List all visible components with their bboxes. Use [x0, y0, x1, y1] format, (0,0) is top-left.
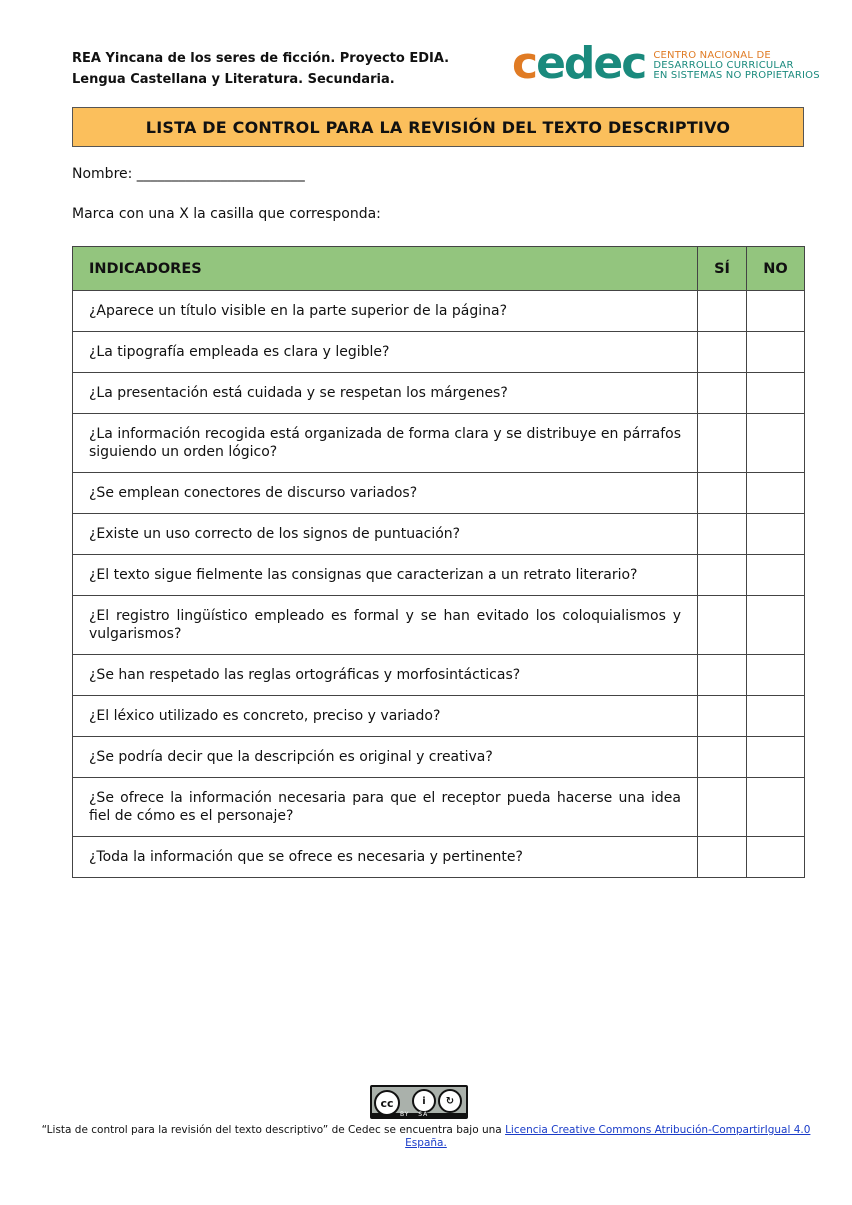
indicator-text: ¿Toda la información que se ofrece es necesaria y pertinente?	[73, 837, 698, 878]
indicator-text: ¿La presentación está cuidada y se respetan los márgenes?	[73, 373, 698, 414]
checkbox-si[interactable]	[698, 373, 747, 414]
checkbox-no[interactable]	[747, 778, 805, 837]
indicator-text: ¿Se podría decir que la descripción es original y creativa?	[73, 737, 698, 778]
checkbox-si[interactable]	[698, 291, 747, 332]
indicator-text: ¿Se emplean conectores de discurso variados?	[73, 473, 698, 514]
table-row	[73, 373, 805, 414]
checkbox-no[interactable]	[747, 596, 805, 655]
cc-terms-label: BY SA	[400, 1111, 429, 1118]
name-field-line: Nombre: ________________________	[72, 166, 305, 182]
table-row	[73, 696, 805, 737]
checkbox-no[interactable]	[747, 696, 805, 737]
indicator-text: ¿Se ofrece la información necesaria para que el receptor pueda hacerse una idea fiel de cómo es el personaje?	[73, 778, 698, 837]
share-alike-icon: ↻	[438, 1089, 462, 1113]
attribution-icon: i	[412, 1089, 436, 1113]
checkbox-si[interactable]	[698, 696, 747, 737]
header-no: NO	[747, 247, 805, 291]
table-row	[73, 291, 805, 332]
logo-wordmark: cedec	[512, 38, 646, 89]
checkbox-no[interactable]	[747, 291, 805, 332]
table-row	[73, 737, 805, 778]
header-project-line: REA Yincana de los seres de ficción. Proyecto EDIA.	[72, 51, 450, 66]
checkbox-no[interactable]	[747, 514, 805, 555]
checkbox-si[interactable]	[698, 514, 747, 555]
table-row	[73, 514, 805, 555]
checkbox-si[interactable]	[698, 596, 747, 655]
instruction-text: Marca con una X la casilla que corresponda:	[72, 206, 381, 222]
table-row	[73, 555, 805, 596]
checkbox-si[interactable]	[698, 837, 747, 878]
indicator-text: ¿Existe un uso correcto de los signos de puntuación?	[73, 514, 698, 555]
indicator-text: ¿El registro lingüístico empleado es formal y se han evitado los coloquialismos y vulgarismos?	[73, 596, 698, 655]
table-row	[73, 414, 805, 473]
indicator-text: ¿El léxico utilizado es concreto, preciso y variado?	[73, 696, 698, 737]
checkbox-no[interactable]	[747, 837, 805, 878]
header-indicadores: INDICADORES	[73, 247, 698, 291]
table-header-row	[73, 247, 805, 291]
license-text: “Lista de control para la revisión del texto descriptivo” de Cedec se encuentra bajo una	[41, 1124, 506, 1136]
license-footer	[40, 1124, 812, 1150]
checkbox-no[interactable]	[747, 555, 805, 596]
checkbox-si[interactable]	[698, 473, 747, 514]
checkbox-si[interactable]	[698, 655, 747, 696]
checkbox-no[interactable]	[747, 332, 805, 373]
indicator-text: ¿La tipografía empleada es clara y legible?	[73, 332, 698, 373]
table-row	[73, 778, 805, 837]
document-header	[72, 48, 449, 90]
indicator-text: ¿Aparece un título visible en la parte superior de la página?	[73, 291, 698, 332]
table-row	[73, 655, 805, 696]
checkbox-no[interactable]	[747, 373, 805, 414]
checkbox-no[interactable]	[747, 414, 805, 473]
logo-tagline: CENTRO NACIONAL DE DESARROLLO CURRICULAR EN SISTEMAS NO PROPIETARIOS	[653, 50, 820, 81]
table-row	[73, 596, 805, 655]
indicator-text: ¿El texto sigue fielmente las consignas que caracterizan a un retrato literario?	[73, 555, 698, 596]
checkbox-si[interactable]	[698, 414, 747, 473]
checkbox-no[interactable]	[747, 655, 805, 696]
cc-icon: cc	[374, 1090, 400, 1116]
cedec-logo	[512, 40, 820, 88]
table-row	[73, 837, 805, 878]
checkbox-no[interactable]	[747, 737, 805, 778]
indicator-text: ¿Se han respetado las reglas ortográficas y morfosintácticas?	[73, 655, 698, 696]
license-link[interactable]: Licencia Creative Commons Atribución-CompartirIgual 4.0 España.	[405, 1124, 811, 1149]
table-row	[73, 332, 805, 373]
checkbox-si[interactable]	[698, 332, 747, 373]
indicator-text: ¿La información recogida está organizada de forma clara y se distribuye en párrafos siguiendo un orden lógico?	[73, 414, 698, 473]
checkbox-si[interactable]	[698, 555, 747, 596]
checkbox-si[interactable]	[698, 778, 747, 837]
cc-license-badge[interactable]	[370, 1085, 468, 1119]
header-si: SÍ	[698, 247, 747, 291]
page-title: LISTA DE CONTROL PARA LA REVISIÓN DEL TEXTO DESCRIPTIVO	[72, 107, 804, 147]
header-subject-line: Lengua Castellana y Literatura. Secundaria.	[72, 72, 395, 87]
table-row	[73, 473, 805, 514]
checkbox-no[interactable]	[747, 473, 805, 514]
checklist-table	[72, 246, 805, 878]
checkbox-si[interactable]	[698, 737, 747, 778]
